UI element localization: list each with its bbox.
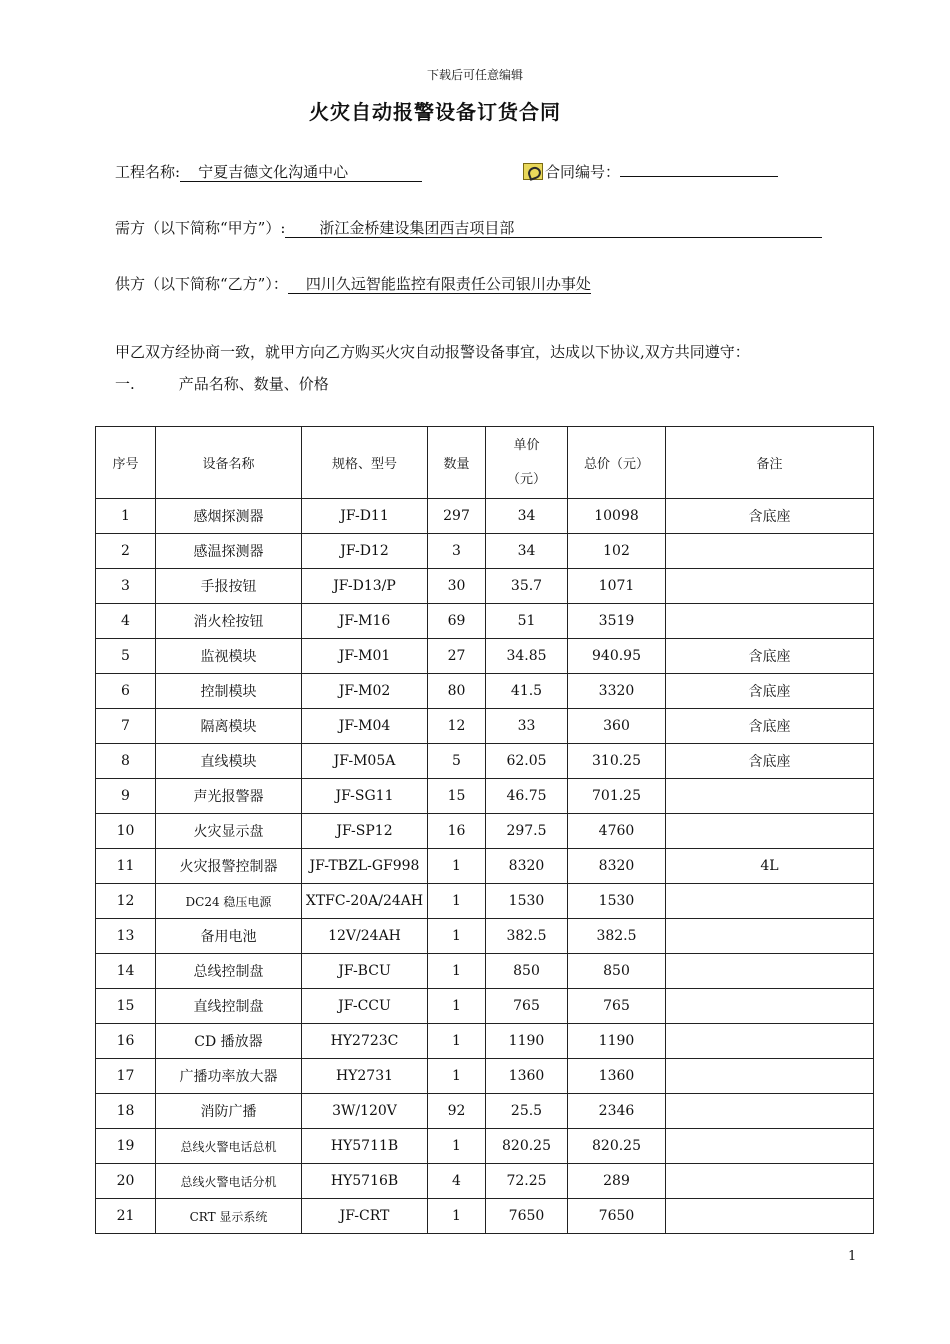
cell-note [666,1024,874,1059]
cell-note [666,954,874,989]
cell-note: 含底座 [666,639,874,674]
cell-qty: 30 [428,569,486,604]
cell-note [666,569,874,604]
section-title: 产品名称、数量、价格 [178,375,329,393]
cell-seq: 17 [96,1059,156,1094]
header-seq: 序号 [96,427,156,499]
cell-note [666,604,874,639]
cell-model: JF-CCU [302,989,428,1024]
cell-name: 直线模块 [156,744,302,779]
table-row [96,1129,874,1164]
cell-note [666,1059,874,1094]
cell-model: HY5711B [302,1129,428,1164]
cell-seq: 19 [96,1129,156,1164]
cell-total: 289 [568,1164,666,1199]
cell-model: JF-D12 [302,534,428,569]
table-body [96,499,874,1234]
cell-note: 含底座 [666,709,874,744]
cell-model: JF-M04 [302,709,428,744]
cell-qty: 16 [428,814,486,849]
supplier-line [115,273,591,294]
table-row [96,499,874,534]
buyer-label: 需方（以下简称“甲方”）: [115,219,286,237]
table-row [96,709,874,744]
header-unit-price-label: 单价 [513,437,540,453]
cell-total: 360 [568,709,666,744]
cell-note [666,534,874,569]
cell-unit-price: 46.75 [486,779,568,814]
table-row [96,954,874,989]
table-row [96,604,874,639]
table-row [96,674,874,709]
cell-name: 监视模块 [156,639,302,674]
table-header-row [96,427,874,499]
section-number: 一. [115,375,135,393]
intro-paragraph: 甲乙双方经协商一致，就甲方向乙方购买火灾自动报警设备事宜，达成以下协议,双方共同遵守： [115,343,750,361]
cell-unit-price: 1360 [486,1059,568,1094]
cell-total: 7650 [568,1199,666,1234]
buyer-value: 浙江金桥建设集团西吉项目部 [285,219,822,238]
cell-unit-price: 7650 [486,1199,568,1234]
cell-seq: 9 [96,779,156,814]
cell-seq: 12 [96,884,156,919]
cell-model: JF-M01 [302,639,428,674]
header-qty: 数量 [428,427,486,499]
cell-unit-price: 1530 [486,884,568,919]
cell-name: 直线控制盘 [156,989,302,1024]
cell-unit-price: 35.7 [486,569,568,604]
buyer-line [115,217,822,238]
table-row [96,1164,874,1199]
cell-unit-price: 72.25 [486,1164,568,1199]
cell-unit-price: 382.5 [486,919,568,954]
supplier-label: 供方（以下简称“乙方”）： [115,275,288,293]
section-heading [115,373,329,394]
cell-qty: 1 [428,884,486,919]
cell-qty: 92 [428,1094,486,1129]
cell-seq: 4 [96,604,156,639]
cell-qty: 15 [428,779,486,814]
cell-seq: 3 [96,569,156,604]
cell-seq: 15 [96,989,156,1024]
cell-seq: 14 [96,954,156,989]
cell-model: JF-CRT [302,1199,428,1234]
cell-total: 10098 [568,499,666,534]
cell-name: CRT 显示系统 [156,1199,302,1234]
cell-model: JF-SG11 [302,779,428,814]
cell-seq: 20 [96,1164,156,1199]
cell-total: 765 [568,989,666,1024]
cell-total: 940.95 [568,639,666,674]
table-row [96,534,874,569]
table-row [96,569,874,604]
cell-total: 102 [568,534,666,569]
cell-note: 4L [666,849,874,884]
cell-model: JF-D13/P [302,569,428,604]
header-note: 下载后可任意编辑 [426,68,523,82]
cell-unit-price: 62.05 [486,744,568,779]
cell-unit-price: 1190 [486,1024,568,1059]
cell-unit-price: 8320 [486,849,568,884]
cell-seq: 2 [96,534,156,569]
cell-unit-price: 34 [486,534,568,569]
cell-note [666,989,874,1024]
cell-model: JF-D11 [302,499,428,534]
cell-unit-price: 297.5 [486,814,568,849]
cell-name: 总线火警电话总机 [156,1129,302,1164]
cell-name: 隔离模块 [156,709,302,744]
cell-unit-price: 41.5 [486,674,568,709]
cell-qty: 80 [428,674,486,709]
cell-unit-price: 34 [486,499,568,534]
cell-qty: 3 [428,534,486,569]
table-row [96,884,874,919]
table-row [96,1059,874,1094]
cell-qty: 1 [428,849,486,884]
cell-model: JF-SP12 [302,814,428,849]
project-label: 工程名称: [115,163,181,181]
cell-total: 1530 [568,884,666,919]
cell-total: 820.25 [568,1129,666,1164]
cell-model: JF-M05A [302,744,428,779]
cell-note: 含底座 [666,744,874,779]
header-total: 总价（元） [568,427,666,499]
cell-model: 12V/24AH [302,919,428,954]
cell-model: JF-M16 [302,604,428,639]
cell-name: 消防广播 [156,1094,302,1129]
cell-name: 火灾显示盘 [156,814,302,849]
cell-qty: 1 [428,1129,486,1164]
cell-qty: 1 [428,989,486,1024]
table-row [96,639,874,674]
cell-note [666,779,874,814]
cell-seq: 7 [96,709,156,744]
contract-no-line [523,161,778,182]
cell-seq: 16 [96,1024,156,1059]
cell-unit-price: 51 [486,604,568,639]
contract-no-label: 合同编号： [545,163,621,181]
cell-seq: 18 [96,1094,156,1129]
table-row [96,849,874,884]
cell-unit-price: 33 [486,709,568,744]
cell-note [666,1164,874,1199]
cell-model: XTFC-20A/24AH [302,884,428,919]
cell-qty: 1 [428,1059,486,1094]
cell-name: CD 播放器 [156,1024,302,1059]
cell-total: 310.25 [568,744,666,779]
cell-name: 控制模块 [156,674,302,709]
cell-seq: 21 [96,1199,156,1234]
cell-total: 382.5 [568,919,666,954]
cell-note [666,1094,874,1129]
cell-name: 备用电池 [156,919,302,954]
cell-total: 1360 [568,1059,666,1094]
cell-total: 2346 [568,1094,666,1129]
table-row [96,919,874,954]
cell-name: 消火栓按钮 [156,604,302,639]
form-edit-icon [523,163,543,180]
cell-total: 4760 [568,814,666,849]
cell-unit-price: 25.5 [486,1094,568,1129]
cell-model: JF-M02 [302,674,428,709]
cell-note [666,919,874,954]
page-number: 1 [848,1249,857,1264]
cell-qty: 12 [428,709,486,744]
cell-qty: 27 [428,639,486,674]
supplier-value: 四川久远智能监控有限责任公司银川办事处 [288,275,591,294]
cell-seq: 11 [96,849,156,884]
cell-qty: 1 [428,954,486,989]
items-table [95,426,874,1234]
table-row [96,814,874,849]
cell-seq: 13 [96,919,156,954]
cell-model: HY2731 [302,1059,428,1094]
header-unit-price-unit: （元） [506,471,546,487]
project-line [115,161,422,182]
cell-total: 1190 [568,1024,666,1059]
cell-seq: 5 [96,639,156,674]
header-name: 设备名称 [156,427,302,499]
cell-name: 广播功率放大器 [156,1059,302,1094]
cell-qty: 5 [428,744,486,779]
cell-seq: 8 [96,744,156,779]
cell-total: 3320 [568,674,666,709]
cell-total: 1071 [568,569,666,604]
cell-qty: 4 [428,1164,486,1199]
cell-qty: 1 [428,1199,486,1234]
cell-name: 火灾报警控制器 [156,849,302,884]
table-row [96,1024,874,1059]
cell-model: JF-BCU [302,954,428,989]
cell-name: 感温探测器 [156,534,302,569]
cell-qty: 297 [428,499,486,534]
cell-qty: 69 [428,604,486,639]
table-row [96,779,874,814]
table-row [96,989,874,1024]
table-row [96,1199,874,1234]
cell-total: 850 [568,954,666,989]
cell-unit-price: 820.25 [486,1129,568,1164]
cell-total: 701.25 [568,779,666,814]
cell-name: 总线控制盘 [156,954,302,989]
cell-note: 含底座 [666,674,874,709]
cell-note: 含底座 [666,499,874,534]
cell-total: 3519 [568,604,666,639]
cell-qty: 1 [428,1024,486,1059]
cell-qty: 1 [428,919,486,954]
header-note: 备注 [666,427,874,499]
cell-unit-price: 765 [486,989,568,1024]
cell-note [666,1199,874,1234]
cell-unit-price: 850 [486,954,568,989]
cell-model: JF-TBZL-GF998 [302,849,428,884]
contract-no-value [620,176,778,177]
cell-model: HY5716B [302,1164,428,1199]
cell-note [666,884,874,919]
cell-note [666,814,874,849]
project-value: 宁夏吉德文化沟通中心 [180,163,422,182]
cell-name: 感烟探测器 [156,499,302,534]
cell-seq: 10 [96,814,156,849]
cell-name: 声光报警器 [156,779,302,814]
cell-seq: 1 [96,499,156,534]
cell-model: HY2723C [302,1024,428,1059]
table-row [96,744,874,779]
cell-name: 手报按钮 [156,569,302,604]
document-title: 火灾自动报警设备订货合同 [309,100,561,124]
cell-name: DC24 稳压电源 [156,884,302,919]
cell-total: 8320 [568,849,666,884]
header-model: 规格、型号 [302,427,428,499]
cell-name: 总线火警电话分机 [156,1164,302,1199]
cell-unit-price: 34.85 [486,639,568,674]
table-row [96,1094,874,1129]
header-unit-price [486,427,568,499]
cell-model: 3W/120V [302,1094,428,1129]
cell-seq: 6 [96,674,156,709]
cell-note [666,1129,874,1164]
